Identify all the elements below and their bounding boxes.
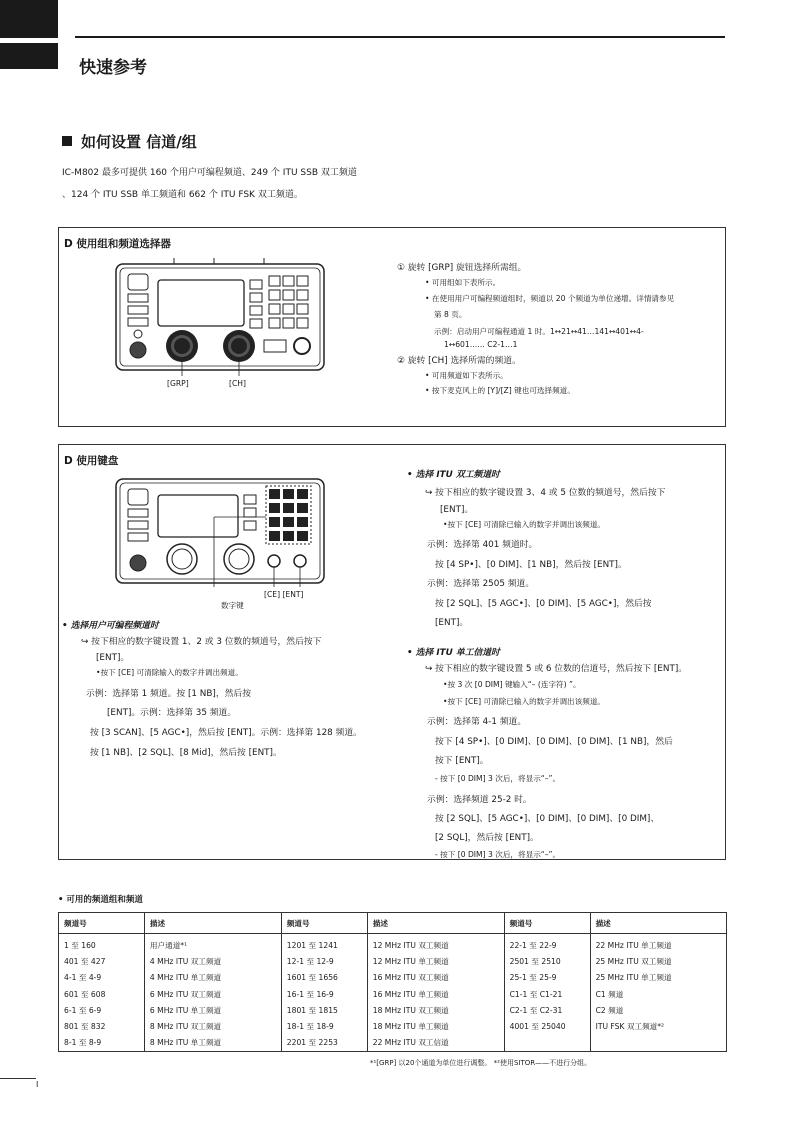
th: 描述 bbox=[590, 913, 726, 934]
right-b-line-2: •按 3 次 [0 DIM] 键输入“– (连字符) ”。 bbox=[443, 680, 581, 689]
cell: 1201 至 1241 bbox=[281, 934, 367, 954]
right-b-line-3: •按下 [CE] 可清除已输入的数字并调出该频道。 bbox=[443, 697, 606, 706]
right-a-line-4: 示例：选择第 401 频道时。 bbox=[427, 540, 538, 550]
cell: 用户通道*¹ bbox=[144, 934, 281, 954]
step-number: ② bbox=[397, 356, 405, 366]
cell: 16 MHz ITU 双工频道 bbox=[367, 970, 504, 986]
th: 频道号 bbox=[504, 913, 590, 934]
right-b-line-7: - 按下 [0 DIM] 3 次后，将显示“–”。 bbox=[435, 774, 561, 783]
left-line-6: 按 [3 SCAN]、[5 AGC•]，然后按 [ENT]。示例：选择第 128 频道。 bbox=[90, 728, 362, 738]
box2-heading: D 使用键盘 bbox=[64, 455, 119, 467]
cell: 2201 至 2253 bbox=[281, 1035, 367, 1051]
cell: C2 频道 bbox=[590, 1002, 726, 1018]
left-line-3: •按下 [CE] 可清除输入的数字并调出频道。 bbox=[96, 668, 243, 677]
step2 bbox=[397, 353, 521, 366]
cell: 601 至 608 bbox=[59, 986, 145, 1002]
table-row bbox=[59, 934, 727, 954]
table-row bbox=[59, 1002, 727, 1018]
itu-duplex-subheading: • 选择 ITU 双工频道时 bbox=[407, 470, 500, 480]
cell: 25-1 至 25-9 bbox=[504, 970, 590, 986]
right-b-line-5: 按下 [4 SP•]、[0 DIM]、[0 DIM]、[0 DIM]、[1 NB]，然后 bbox=[435, 737, 673, 747]
keypad-label: 数字键 bbox=[221, 601, 244, 610]
left-line-2: [ENT]。 bbox=[96, 653, 130, 663]
group-selector-box bbox=[58, 227, 726, 427]
right-b-line-6: 按下 [ENT]。 bbox=[435, 756, 489, 766]
right-b-line-1: ↪ 按下相应的数字键设置 5 或 6 位数的信道号，然后按下 [ENT]。 bbox=[425, 664, 688, 674]
table-row bbox=[59, 986, 727, 1002]
cell: 18-1 至 18-9 bbox=[281, 1018, 367, 1034]
th: 频道号 bbox=[59, 913, 145, 934]
cell: C2-1 至 C2-31 bbox=[504, 1002, 590, 1018]
table-header-row bbox=[59, 913, 727, 934]
cell: 16-1 至 16-9 bbox=[281, 986, 367, 1002]
keypad-box bbox=[58, 444, 726, 860]
cell bbox=[590, 1035, 726, 1051]
step1-note-1: • 可用组如下表所示。 bbox=[425, 278, 501, 287]
step1-example-1: 示例：启动用户可编程通道 1 时。1↔21↔41…141↔401↔4- bbox=[434, 327, 644, 336]
ce-ent-label: [CE] [ENT] bbox=[264, 590, 304, 599]
cell: 401 至 427 bbox=[59, 953, 145, 969]
intro-line-1: IC-M802 最多可提供 160 个用户可编程频道、249 个 ITU SSB 双工频道 bbox=[62, 168, 357, 178]
step2-note-1: • 可用频道如下表所示。 bbox=[425, 371, 508, 380]
th: 描述 bbox=[367, 913, 504, 934]
cell bbox=[504, 1035, 590, 1051]
page-tab-upper bbox=[0, 0, 58, 38]
cell: 4 MHz ITU 单工频道 bbox=[144, 970, 281, 986]
table-row bbox=[59, 1035, 727, 1051]
cell: 12-1 至 12-9 bbox=[281, 953, 367, 969]
cell: 8 MHz ITU 双工频道 bbox=[144, 1018, 281, 1034]
cell: C1-1 至 C1-21 bbox=[504, 986, 590, 1002]
ch-knob-label: [CH] bbox=[229, 379, 246, 388]
cell: 22 MHz ITU 单工频道 bbox=[590, 934, 726, 954]
radio-front-panel-diagram bbox=[114, 258, 326, 378]
cell: 1601 至 1656 bbox=[281, 970, 367, 986]
itu-simplex-subheading: • 选择 ITU 单工信道时 bbox=[407, 648, 500, 658]
cell: 6-1 至 6-9 bbox=[59, 1002, 145, 1018]
cell: 8 MHz ITU 单工频道 bbox=[144, 1035, 281, 1051]
right-a-line-2: [ENT]。 bbox=[440, 505, 474, 515]
right-b-line-9: 按 [2 SQL]、[5 AGC•]、[0 DIM]、[0 DIM]、[0 DIM]、 bbox=[435, 814, 660, 824]
step1-note-3: 第 8 页。 bbox=[434, 310, 467, 319]
square-bullet-icon bbox=[62, 136, 72, 146]
cell: 2501 至 2510 bbox=[504, 953, 590, 969]
step1-example-2: 1↔601…… C2-1…1 bbox=[444, 340, 518, 349]
cell: 18 MHz ITU 单工频道 bbox=[367, 1018, 504, 1034]
right-a-line-5: 按 [4 SP•]、[0 DIM]、[1 NB]，然后按 [ENT]。 bbox=[435, 560, 627, 570]
right-a-line-7: 按 [2 SQL]、[5 AGC•]、[0 DIM]、[5 AGC•]，然后按 bbox=[435, 599, 652, 609]
step2-note-2: • 按下麦克风上的 [Y]/[Z] 键也可选择频道。 bbox=[425, 386, 575, 395]
right-b-line-8: 示例：选择频道 25-2 时。 bbox=[427, 795, 532, 805]
cell: 22 MHz ITU 双工信道 bbox=[367, 1035, 504, 1051]
radio-keypad-diagram bbox=[114, 475, 326, 600]
right-a-line-1: ↪ 按下相应的数字键设置 3、4 或 5 位数的频道号，然后按下 bbox=[425, 488, 666, 498]
page-tab-lower bbox=[0, 43, 58, 69]
left-line-5: [ENT]。示例：选择第 35 频道。 bbox=[107, 708, 237, 718]
section-title bbox=[62, 131, 197, 152]
cell: 4 MHz ITU 双工频道 bbox=[144, 953, 281, 969]
page-number: I bbox=[36, 1080, 39, 1089]
cell: 8-1 至 8-9 bbox=[59, 1035, 145, 1051]
left-line-1: ↪ 按下相应的数字键设置 1、2 或 3 位数的频道号，然后按下 bbox=[81, 637, 322, 647]
right-b-line-10: [2 SQL]，然后按 [ENT]。 bbox=[435, 833, 539, 843]
th: 频道号 bbox=[281, 913, 367, 934]
cell: 4-1 至 4-9 bbox=[59, 970, 145, 986]
step-number: ① bbox=[397, 263, 405, 273]
header-rule bbox=[75, 36, 725, 38]
table-row bbox=[59, 953, 727, 969]
cell: 12 MHz ITU 双工频道 bbox=[367, 934, 504, 954]
cell: 18 MHz ITU 双工频道 bbox=[367, 1002, 504, 1018]
right-a-line-6: 示例：选择第 2505 频道。 bbox=[427, 579, 535, 589]
footer-rule bbox=[0, 1078, 36, 1079]
left-line-4: 示例：选择第 1 频道。按 [1 NB]，然后按 bbox=[86, 689, 252, 699]
cell: 1801 至 1815 bbox=[281, 1002, 367, 1018]
cell: 16 MHz ITU 单工频道 bbox=[367, 986, 504, 1002]
table-footnote: *¹[GRP] 以20个通道为单位进行调整。 *²使用SITOR——不进行分组。 bbox=[370, 1059, 592, 1067]
cell: 25 MHz ITU 双工频道 bbox=[590, 953, 726, 969]
box1-heading: D 使用组和频道选择器 bbox=[64, 238, 171, 250]
cell: 12 MHz ITU 单工频道 bbox=[367, 953, 504, 969]
cell: C1 频道 bbox=[590, 986, 726, 1002]
table-title: • 可用的频道组和频道 bbox=[58, 895, 143, 905]
cell: 6 MHz ITU 双工频道 bbox=[144, 986, 281, 1002]
right-b-line-11: - 按下 [0 DIM] 3 次后，将显示“–”。 bbox=[435, 850, 561, 859]
cell: 4001 至 25040 bbox=[504, 1018, 590, 1034]
right-a-line-3: •按下 [CE] 可清除已输入的数字并调出该频道。 bbox=[443, 520, 606, 529]
channel-table-wrapper bbox=[58, 912, 727, 1052]
step-text: 旋转 [CH] 选择所需的频道。 bbox=[407, 356, 521, 366]
intro-line-2: 、124 个 ITU SSB 单工频道和 662 个 ITU FSK 双工频道。 bbox=[62, 190, 303, 200]
cell: 1 至 160 bbox=[59, 934, 145, 954]
cell: 25 MHz ITU 单工频道 bbox=[590, 970, 726, 986]
step1 bbox=[397, 260, 526, 273]
step1-note-2: • 在使用用户可编程频道组时，频道以 20 个频道为单位递增。详情请参见 bbox=[425, 294, 675, 303]
cell: 801 至 832 bbox=[59, 1018, 145, 1034]
section-title-text: 如何设置 信道/组 bbox=[81, 133, 197, 151]
channel-table bbox=[58, 913, 726, 1051]
grp-knob-label: [GRP] bbox=[167, 379, 189, 388]
step-text: 旋转 [GRP] 旋钮选择所需组。 bbox=[407, 263, 527, 273]
th: 描述 bbox=[144, 913, 281, 934]
cell: 22-1 至 22-9 bbox=[504, 934, 590, 954]
cell: ITU FSK 双工频道*² bbox=[590, 1018, 726, 1034]
page-title: 快速参考 bbox=[79, 58, 147, 78]
right-a-line-8: [ENT]。 bbox=[435, 618, 469, 628]
right-b-line-4: 示例：选择第 4-1 频道。 bbox=[427, 717, 527, 727]
cell: 6 MHz ITU 单工频道 bbox=[144, 1002, 281, 1018]
table-row bbox=[59, 970, 727, 986]
table-row bbox=[59, 1018, 727, 1034]
user-channel-subheading: • 选择用户可编程频道时 bbox=[62, 621, 159, 631]
left-line-7: 按 [1 NB]、[2 SQL]、[8 Mid]，然后按 [ENT]。 bbox=[90, 748, 282, 758]
